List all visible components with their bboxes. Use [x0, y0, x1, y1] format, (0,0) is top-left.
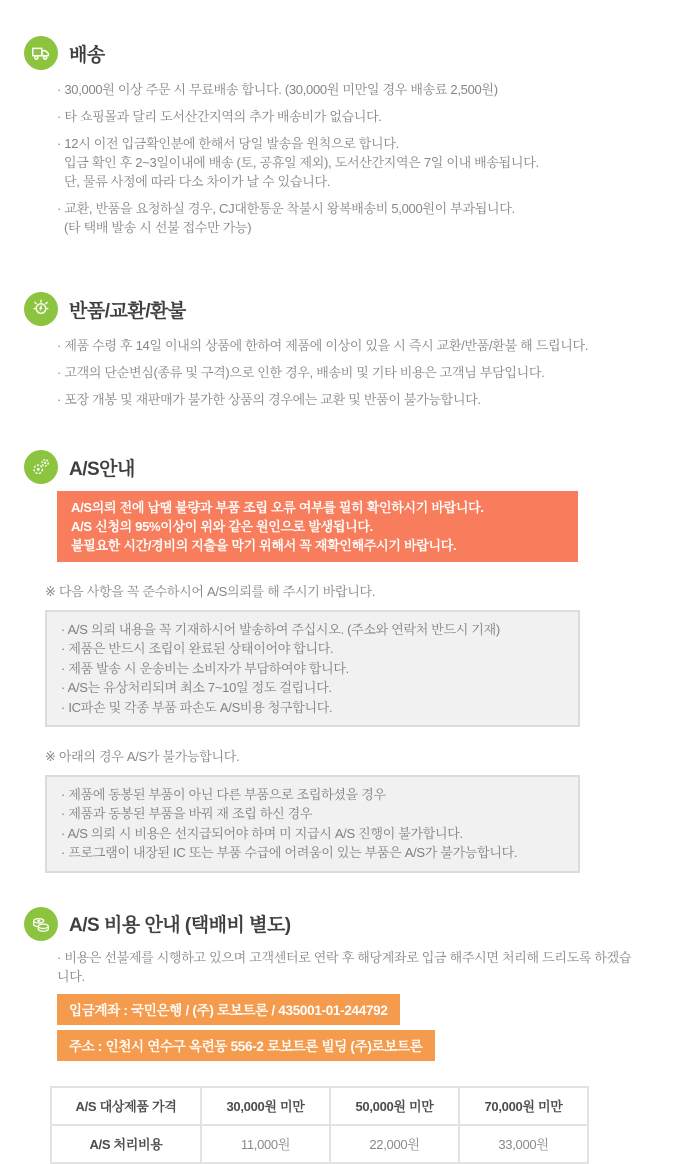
section-title: 반품/교환/환불 [69, 300, 186, 322]
table-header-cell: 70,000원 미만 [459, 1087, 588, 1125]
shipping-note-group [57, 134, 632, 191]
bank-account-bar: 입금계좌 : 국민은행 / (주) 로보트론 / 435001-01-244792 [57, 994, 400, 1025]
shipping-note: 단, 물류 사정에 따라 다소 차이가 날 수 있습니다. [64, 174, 331, 189]
table-header-cell: A/S 대상제품 가격 [51, 1087, 201, 1125]
as-cost-body [57, 948, 632, 986]
as-note-box [45, 775, 580, 873]
section-as-guide [0, 450, 692, 873]
spacer [0, 245, 692, 292]
section-as-guide-header [24, 450, 692, 484]
section-as-cost [0, 907, 692, 1164]
section-title: A/S안내 [69, 458, 135, 480]
as-warning-line: A/S 신청의 95%이상이 위와 같은 원인으로 발생됩니다. [71, 519, 373, 534]
shipping-note: · 타 쇼핑몰과 달리 도서산간지역의 추가 배송비가 없습니다. [57, 109, 382, 124]
returns-note: · 포장 개봉 및 재판매가 불가한 상품의 경우에는 교환 및 반품이 불가능합니다. [57, 392, 481, 407]
section-title: 배송 [69, 44, 105, 66]
truck-icon [24, 36, 58, 70]
table-header-cell: 30,000원 미만 [201, 1087, 330, 1125]
shipping-note: · 30,000원 이상 주문 시 무료배송 합니다. (30,000원 미만일 경우 배송료 2,500원) [57, 82, 498, 97]
returns-body [57, 336, 632, 409]
as-note-box [45, 610, 580, 727]
section-shipping-header [24, 36, 692, 70]
table-cell: 33,000원 [459, 1125, 588, 1163]
as-note-item: · 제품은 반드시 조립이 완료된 상태이어야 합니다. [61, 641, 334, 657]
table-row-label: A/S 처리비용 [51, 1125, 201, 1163]
returns-note: · 고객의 단순변심(종류 및 구격)으로 인한 경우, 배송비 및 기타 비용은 고객님 부담입니다. [57, 365, 545, 380]
table-header-row [51, 1087, 588, 1125]
shipping-note: 입금 확인 후 2~3일이내에 배송 (토, 공휴일 제외), 도서산간지역은 7일 이내 배송됩니다. [64, 155, 539, 170]
as-note-item: · A/S 의뢰 시 비용은 선지급되어야 하며 미 지급시 A/S 진행이 불가합니다. [61, 825, 463, 841]
section-returns-header [24, 292, 692, 326]
as-warning-line: A/S의뢰 전에 납땜 불량과 부품 조립 오류 여부를 필히 확인하시기 바랍니다. [71, 500, 484, 515]
shipping-note-group [57, 199, 632, 237]
section-returns [0, 292, 692, 409]
lightbulb-icon [24, 292, 58, 326]
as-note-item: · 제품과 동봉된 부품을 바꿔 재 조립 하신 경우 [61, 806, 313, 822]
section-title: A/S 비용 안내 (택배비 별도) [69, 915, 291, 937]
table-header-cell: 50,000원 미만 [330, 1087, 459, 1125]
spacer [0, 417, 692, 450]
as-warning-line: 불필요한 시간/경비의 지출을 막기 위해서 꼭 재확인해주시기 바랍니다. [71, 538, 457, 553]
as-cost-note: · 비용은 선불제를 시행하고 있으며 고객센터로 연락 후 해당계좌로 입금 해주시면 처리해 드리도록 하겠습니다. [57, 949, 632, 984]
as-note-item: · A/S 의뢰 내용을 꼭 기재하시어 발송하여 주십시오. (주소와 연락처 반드시 기재) [61, 622, 500, 637]
spacer [0, 873, 692, 907]
section-shipping [0, 36, 692, 237]
returns-note: · 제품 수령 후 14일 이내의 상품에 한하여 제품에 이상이 있을 시 즉시 교환/반품/환불 해 드립니다. [57, 338, 589, 353]
table-cell: 22,000원 [330, 1125, 459, 1163]
gears-icon [24, 450, 58, 484]
as-note-label: ※ 아래의 경우 A/S가 불가능합니다. [45, 749, 240, 765]
shipping-body [57, 80, 632, 237]
coins-icon [24, 907, 58, 941]
as-note-item: · A/S는 유상처리되며 최소 7~10일 정도 걸립니다. [61, 680, 332, 696]
as-note-item: · IC파손 및 각종 부품 파손도 A/S비용 청구합니다. [61, 699, 333, 715]
section-as-cost-header [24, 907, 692, 941]
shipping-note: (타 택배 발송 시 선불 접수만 가능) [64, 220, 252, 235]
table-row [51, 1125, 588, 1163]
as-note-item: · 프로그램이 내장된 IC 또는 부품 수급에 어려움이 있는 부품은 A/S가 불가능합니다. [61, 845, 518, 861]
as-cost-table [50, 1086, 589, 1164]
as-cost-bars [57, 994, 692, 1066]
shipping-note: · 12시 이전 입금확인분에 한해서 당일 발송을 원칙으로 합니다. [57, 136, 399, 151]
shipping-note: · 교환, 반품을 요청하실 경우, CJ대한통운 착불시 왕복배송비 5,000원이 부과됩니다. [57, 201, 515, 216]
as-note-item: · 제품에 동봉된 부품이 아닌 다른 부품으로 조립하셨을 경우 [61, 787, 386, 803]
address-bar: 주소 : 인천시 연수구 옥련동 556-2 로보트론 빌딩 (주)로보트론 [57, 1030, 435, 1061]
as-note-label: ※ 다음 사항을 꼭 준수하시어 A/S의뢰를 해 주시기 바랍니다. [45, 584, 376, 599]
as-note-item: · 제품 발송 시 운송비는 소비자가 부담하여야 합니다. [61, 660, 349, 676]
as-warning-box [57, 491, 578, 562]
table-cell: 11,000원 [201, 1125, 330, 1163]
